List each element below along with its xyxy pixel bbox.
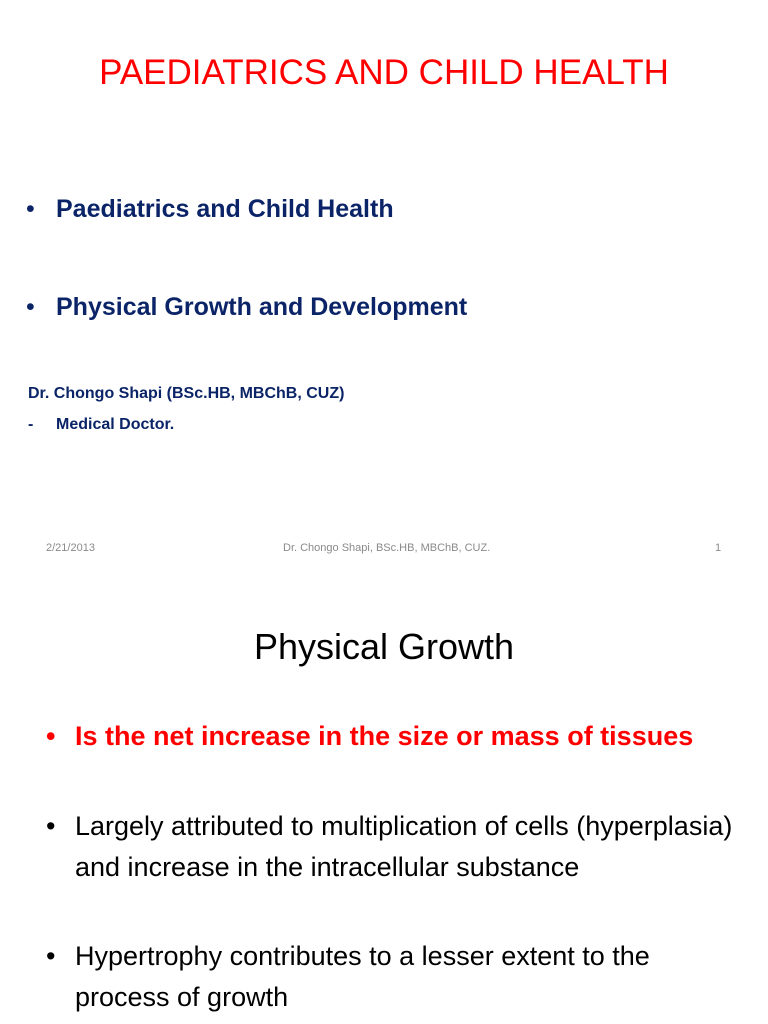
slide-2-bullet-item (46, 936, 746, 1018)
slide-1-title: PAEDIATRICS AND CHILD HEALTH (99, 53, 669, 92)
footer-page-number: 1 (715, 542, 722, 554)
slide-2 (0, 576, 768, 1024)
bullet-glyph: • (46, 941, 56, 971)
bullet-glyph: • (46, 721, 56, 751)
bullet-glyph: • (46, 811, 56, 841)
bullet-text: Hypertrophy contributes to a lesser extent to the process of growth (75, 941, 650, 1012)
role-line: Medical Doctor. (56, 416, 175, 433)
role-dash: - (28, 416, 34, 433)
slide-2-bullet-item (46, 716, 746, 757)
author-line: Dr. Chongo Shapi (BSc.HB, MBChB, CUZ) (28, 385, 345, 402)
footer-date: 2/21/2013 (46, 542, 95, 554)
bullet-text: Largely attributed to multiplication of cells (hyperplasia) and increase in the intracellular substance (75, 811, 733, 882)
bullet-glyph: • (26, 195, 35, 223)
slide-2-bullet-item (46, 806, 746, 888)
bullet-text: Physical Growth and Development (56, 293, 468, 321)
slide-1-bullet-item (26, 193, 394, 225)
bullet-text: Is the net increase in the size or mass of tissues (75, 721, 694, 751)
bullet-glyph: • (26, 293, 35, 321)
slide-1-bullet-item (26, 291, 467, 323)
footer-author: Dr. Chongo Shapi, BSc.HB, MBChB, CUZ. (283, 542, 491, 554)
bullet-text: Paediatrics and Child Health (56, 195, 394, 223)
slide-2-title: Physical Growth (253, 626, 515, 667)
